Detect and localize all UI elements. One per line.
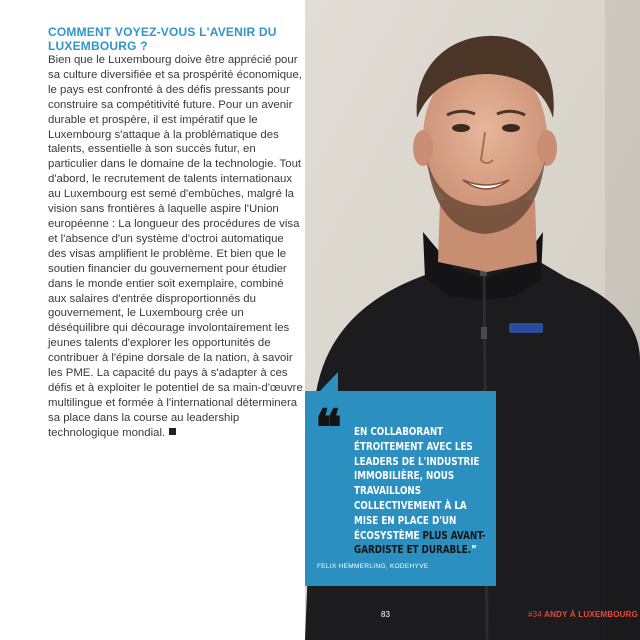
quote-author: FELIX HEMMERLING, KODEHYVE xyxy=(317,563,429,570)
magazine-name: ANDY À LUXEMBOURG xyxy=(544,610,639,619)
opening-quote-icon: ❝ xyxy=(315,398,336,457)
article-body-text: Bien que le Luxembourg doive être apprécié pour sa culture diversifiée et sa prospérité économique, le pays est confronté à des défis pressants pour construire sa compétitivité future. Pour un avenir durable et prospère, il est impératif que le Luxembourg s'attaque à la problématique des talents, essentielle à son succès futur, en particulier dans le domaine de la technologie. Tout d'abord, le recrutement de talents internationaux au Luxembourg est semé d'embûches, malgré la vision sans frontières à laquelle aspire l'Union européenne : La longueur des procédures de visa et l'absence d'un système d'octroi automatique des visas amplifient le problème. Et bien que le soutien financier du gouvernement pour étudier dans le monde entier soit exemplaire, combiné aux salaires d'entrée disproportionnés du gouvernement, le Luxembourg crée un déséquilibre qui décourage involontairement les jeunes talents d'explorer les opportunités de contribuer à l'épine dorsale de la nation, à savoir les PME. La capacité du pays à s'adapter à ces défis et à exploiter le potentiel de sa main-d'œuvre multilingue et formée à l'international déterminera sa place dans la course au leadership technologique mondial. xyxy=(48,54,303,439)
magazine-footer xyxy=(528,610,638,619)
pull-quote xyxy=(354,426,492,559)
pull-quote-highlight: PLUS AVANT-GARDISTE ET DURABLE. xyxy=(354,530,486,557)
page-number: 83 xyxy=(381,610,390,619)
end-of-article-mark xyxy=(169,428,176,435)
closing-quote-mark: ” xyxy=(471,545,477,557)
article-column xyxy=(0,0,305,640)
article-heading: COMMENT VOYEZ-VOUS L'AVENIR DU LUXEMBOURG ? xyxy=(48,25,277,53)
pull-quote-text: EN COLLABORANT ÉTROITEMENT AVEC LES LEADERS DE L'INDUSTRIE IMMOBILIÈRE, NOUS TRAVAILLONS COLLECTIVEMENT À LA MISE EN PLACE D'UN ÉCOSYSTÈME xyxy=(354,427,480,542)
issue-number: #34 xyxy=(528,610,542,619)
article-body xyxy=(48,53,304,441)
quote-box-tab xyxy=(320,372,338,391)
